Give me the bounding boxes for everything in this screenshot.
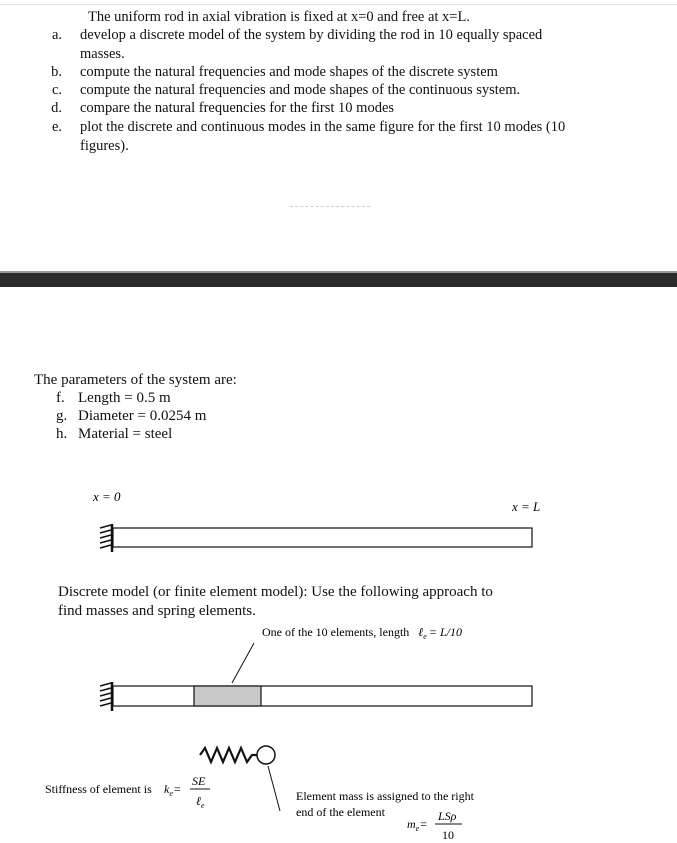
discrete-line1: Discrete model (or finite element model): Use the following approach to <box>58 584 493 600</box>
xL-label: x = L <box>512 499 541 514</box>
item-continuation: masses. <box>80 46 125 62</box>
item-label: b. <box>51 64 62 80</box>
item-label: c. <box>51 82 62 98</box>
item-text: develop a discrete model of the system by dividing the rod in 10 equally spaced <box>80 27 543 43</box>
top-rule <box>0 4 677 5</box>
list-item <box>56 408 207 425</box>
stiffness-numerator: SE <box>192 774 206 788</box>
item-text: Material = steel <box>78 426 173 442</box>
spring-mass-icon <box>200 746 275 764</box>
rod <box>113 528 532 547</box>
item-text: Length = 0.5 m <box>78 390 171 406</box>
mass-m: $m_e=$ <box>407 817 428 833</box>
item-label: a. <box>51 27 62 43</box>
item-label: f. <box>56 390 65 406</box>
fixed-support-icon <box>100 682 112 711</box>
item-text: plot the discrete and continuous modes in the same figure for the first 10 modes (10 <box>80 119 566 135</box>
item-text: compute the natural frequencies and mode shapes of the continuous system. <box>80 82 521 98</box>
page-separator <box>0 271 677 287</box>
mass-line1: Element mass is assigned to the right <box>296 789 474 803</box>
list-item <box>56 390 171 407</box>
fixed-support-icon <box>100 524 112 552</box>
item-continuation: figures). <box>80 138 129 154</box>
list-item <box>56 426 173 443</box>
callout-leader <box>232 643 254 683</box>
item-label: e. <box>51 119 62 135</box>
element-figure <box>0 615 677 843</box>
rod-figure <box>0 480 677 560</box>
stiffness-k: $k_e=$ <box>164 782 181 798</box>
item-text: Diameter = 0.0254 m <box>78 408 207 424</box>
element-callout: One of the 10 elements, length ℓ$_e$ = L/10 <box>262 625 462 641</box>
discrete-line2: find masses and spring elements. <box>58 603 256 619</box>
highlighted-element <box>194 686 261 706</box>
rod <box>113 686 532 706</box>
mass-line2: end of the element <box>296 805 385 819</box>
mass-denominator: 10 <box>442 828 454 842</box>
problem-intro: The uniform rod in axial vibration is fixed at x=0 and free at x=L. <box>88 9 470 25</box>
item-label: g. <box>56 408 68 424</box>
parameters-heading: The parameters of the system are: <box>34 372 237 388</box>
faint-divider <box>290 206 370 207</box>
item-label: h. <box>56 426 68 442</box>
mass-leader <box>268 766 280 811</box>
x0-label: x = 0 <box>93 489 121 504</box>
stiffness-denominator: ℓ$_e$ <box>196 794 205 810</box>
mass-numerator: LSρ <box>438 809 457 823</box>
item-text: compare the natural frequencies for the first 10 modes <box>80 100 395 116</box>
stiffness-label: Stiffness of element is <box>45 782 152 796</box>
item-label: d. <box>51 100 62 116</box>
item-text: compute the natural frequencies and mode shapes of the discrete system <box>80 64 498 80</box>
